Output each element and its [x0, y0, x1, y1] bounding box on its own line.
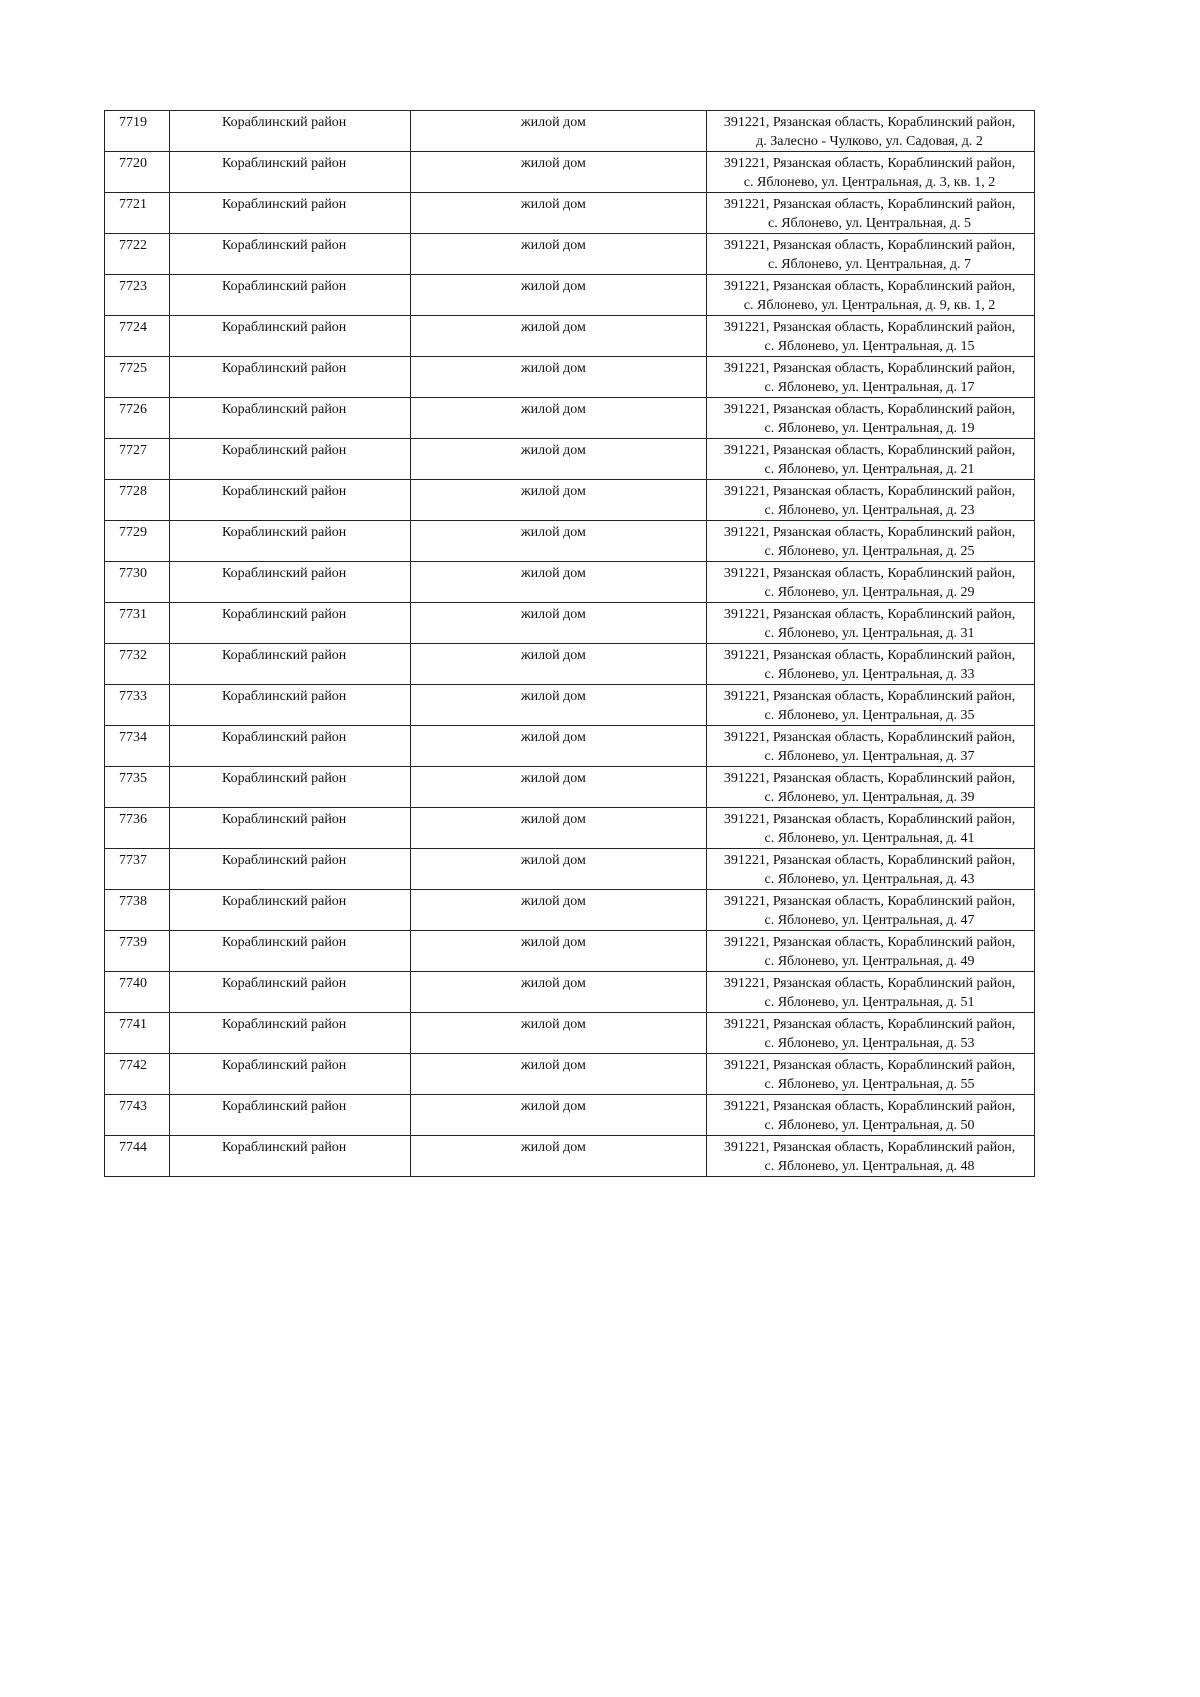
table-row [105, 234, 1035, 275]
row-number: 7739 [105, 931, 170, 972]
address-cell [707, 316, 1035, 357]
object-type-cell: жилой дом [411, 1136, 707, 1177]
address-line-region: 391221, Рязанская область, Кораблинский район, [723, 894, 1016, 909]
district-cell: Кораблинский район [170, 849, 411, 890]
district-cell: Кораблинский район [170, 1054, 411, 1095]
district-cell: Кораблинский район [170, 521, 411, 562]
table-row [105, 890, 1035, 931]
address-cell [707, 890, 1035, 931]
district-cell: Кораблинский район [170, 439, 411, 480]
address-cell [707, 357, 1035, 398]
row-number: 7725 [105, 357, 170, 398]
object-type-cell: жилой дом [411, 1095, 707, 1136]
object-type-cell: жилой дом [411, 849, 707, 890]
table-row [105, 1095, 1035, 1136]
address-line-street: с. Яблонево, ул. Центральная, д. 23 [764, 503, 975, 518]
address-cell [707, 398, 1035, 439]
table-row [105, 398, 1035, 439]
row-number: 7723 [105, 275, 170, 316]
address-cell [707, 152, 1035, 193]
table-row [105, 193, 1035, 234]
address-cell [707, 1054, 1035, 1095]
object-type-cell: жилой дом [411, 685, 707, 726]
row-number: 7736 [105, 808, 170, 849]
row-number: 7720 [105, 152, 170, 193]
address-cell [707, 111, 1035, 152]
object-type-cell: жилой дом [411, 767, 707, 808]
address-line-street: с. Яблонево, ул. Центральная, д. 31 [764, 626, 975, 641]
row-number: 7743 [105, 1095, 170, 1136]
object-type-cell: жилой дом [411, 603, 707, 644]
row-number: 7729 [105, 521, 170, 562]
address-line-street: с. Яблонево, ул. Центральная, д. 51 [764, 995, 975, 1010]
row-number: 7740 [105, 972, 170, 1013]
address-cell [707, 439, 1035, 480]
row-number: 7734 [105, 726, 170, 767]
district-cell: Кораблинский район [170, 111, 411, 152]
address-cell [707, 603, 1035, 644]
address-line-street: с. Яблонево, ул. Центральная, д. 17 [764, 380, 975, 395]
district-cell: Кораблинский район [170, 275, 411, 316]
table-row [105, 808, 1035, 849]
address-cell [707, 972, 1035, 1013]
address-line-region: 391221, Рязанская область, Кораблинский район, [723, 1058, 1016, 1073]
address-line-street: с. Яблонево, ул. Центральная, д. 29 [764, 585, 975, 600]
table-row [105, 275, 1035, 316]
address-line-street: с. Яблонево, ул. Центральная, д. 25 [764, 544, 975, 559]
address-line-region: 391221, Рязанская область, Кораблинский район, [723, 730, 1016, 745]
district-cell: Кораблинский район [170, 931, 411, 972]
address-line-region: 391221, Рязанская область, Кораблинский район, [723, 607, 1016, 622]
district-cell: Кораблинский район [170, 357, 411, 398]
address-line-street: с. Яблонево, ул. Центральная, д. 49 [764, 954, 975, 969]
address-line-street: с. Яблонево, ул. Центральная, д. 35 [764, 708, 975, 723]
address-line-region: 391221, Рязанская область, Кораблинский район, [723, 812, 1016, 827]
row-number: 7742 [105, 1054, 170, 1095]
table-row [105, 439, 1035, 480]
object-type-cell: жилой дом [411, 439, 707, 480]
address-line-region: 391221, Рязанская область, Кораблинский район, [723, 238, 1016, 253]
address-line-region: 391221, Рязанская область, Кораблинский район, [723, 976, 1016, 991]
table-row [105, 521, 1035, 562]
object-type-cell: жилой дом [411, 562, 707, 603]
address-line-region: 391221, Рязанская область, Кораблинский район, [723, 197, 1016, 212]
object-type-cell: жилой дом [411, 398, 707, 439]
address-line-region: 391221, Рязанская область, Кораблинский район, [723, 156, 1016, 171]
address-line-region: 391221, Рязанская область, Кораблинский район, [723, 853, 1016, 868]
registry-table-body [105, 111, 1035, 1177]
object-type-cell: жилой дом [411, 152, 707, 193]
table-row [105, 644, 1035, 685]
address-line-street: с. Яблонево, ул. Центральная, д. 21 [764, 462, 975, 477]
address-line-region: 391221, Рязанская область, Кораблинский район, [723, 525, 1016, 540]
address-line-region: 391221, Рязанская область, Кораблинский район, [723, 935, 1016, 950]
district-cell: Кораблинский район [170, 398, 411, 439]
table-row [105, 480, 1035, 521]
object-type-cell: жилой дом [411, 890, 707, 931]
row-number: 7738 [105, 890, 170, 931]
address-line-region: 391221, Рязанская область, Кораблинский район, [723, 1099, 1016, 1114]
table-row [105, 767, 1035, 808]
object-type-cell: жилой дом [411, 644, 707, 685]
district-cell: Кораблинский район [170, 1095, 411, 1136]
address-line-street: с. Яблонево, ул. Центральная, д. 47 [764, 913, 975, 928]
address-cell [707, 1013, 1035, 1054]
address-line-street: с. Яблонево, ул. Центральная, д. 7 [768, 257, 971, 272]
object-type-cell: жилой дом [411, 316, 707, 357]
object-type-cell: жилой дом [411, 234, 707, 275]
row-number: 7744 [105, 1136, 170, 1177]
district-cell: Кораблинский район [170, 644, 411, 685]
address-cell [707, 1095, 1035, 1136]
address-cell [707, 480, 1035, 521]
address-line-region: 391221, Рязанская область, Кораблинский район, [723, 361, 1016, 376]
address-line-street: с. Яблонево, ул. Центральная, д. 53 [764, 1036, 975, 1051]
object-type-cell: жилой дом [411, 808, 707, 849]
address-cell [707, 726, 1035, 767]
table-row [105, 603, 1035, 644]
address-cell [707, 234, 1035, 275]
address-line-region: 391221, Рязанская область, Кораблинский район, [723, 1140, 1016, 1155]
row-number: 7724 [105, 316, 170, 357]
address-line-region: 391221, Рязанская область, Кораблинский район, [723, 279, 1016, 294]
district-cell: Кораблинский район [170, 1136, 411, 1177]
address-line-street: с. Яблонево, ул. Центральная, д. 19 [764, 421, 975, 436]
address-line-street: с. Яблонево, ул. Центральная, д. 41 [764, 831, 975, 846]
row-number: 7733 [105, 685, 170, 726]
row-number: 7722 [105, 234, 170, 275]
object-type-cell: жилой дом [411, 1013, 707, 1054]
address-cell [707, 521, 1035, 562]
row-number: 7727 [105, 439, 170, 480]
address-line-region: 391221, Рязанская область, Кораблинский район, [723, 689, 1016, 704]
address-line-region: 391221, Рязанская область, Кораблинский район, [723, 484, 1016, 499]
address-line-region: 391221, Рязанская область, Кораблинский район, [723, 115, 1016, 130]
address-line-street: с. Яблонево, ул. Центральная, д. 37 [764, 749, 975, 764]
row-number: 7731 [105, 603, 170, 644]
row-number: 7741 [105, 1013, 170, 1054]
address-line-street: с. Яблонево, ул. Центральная, д. 5 [768, 216, 971, 231]
table-row [105, 849, 1035, 890]
table-row [105, 972, 1035, 1013]
address-cell [707, 685, 1035, 726]
district-cell: Кораблинский район [170, 767, 411, 808]
table-row [105, 111, 1035, 152]
district-cell: Кораблинский район [170, 1013, 411, 1054]
address-cell [707, 193, 1035, 234]
address-line-region: 391221, Рязанская область, Кораблинский район, [723, 648, 1016, 663]
table-row [105, 1136, 1035, 1177]
row-number: 7732 [105, 644, 170, 685]
object-type-cell: жилой дом [411, 521, 707, 562]
object-type-cell: жилой дом [411, 111, 707, 152]
table-row [105, 357, 1035, 398]
address-cell [707, 562, 1035, 603]
address-line-street: с. Яблонево, ул. Центральная, д. 33 [764, 667, 975, 682]
address-line-street: с. Яблонево, ул. Центральная, д. 43 [764, 872, 975, 887]
row-number: 7737 [105, 849, 170, 890]
table-row [105, 726, 1035, 767]
address-cell [707, 1136, 1035, 1177]
registry-table [104, 110, 1035, 1177]
table-row [105, 562, 1035, 603]
district-cell: Кораблинский район [170, 808, 411, 849]
table-row [105, 931, 1035, 972]
object-type-cell: жилой дом [411, 972, 707, 1013]
table-row [105, 152, 1035, 193]
address-line-region: 391221, Рязанская область, Кораблинский район, [723, 320, 1016, 335]
address-cell [707, 767, 1035, 808]
address-cell [707, 931, 1035, 972]
table-row [105, 1013, 1035, 1054]
table-row [105, 685, 1035, 726]
address-line-region: 391221, Рязанская область, Кораблинский район, [723, 443, 1016, 458]
address-line-region: 391221, Рязанская область, Кораблинский район, [723, 771, 1016, 786]
address-line-street: д. Залесно - Чулково, ул. Садовая, д. 2 [756, 134, 983, 149]
object-type-cell: жилой дом [411, 1054, 707, 1095]
row-number: 7721 [105, 193, 170, 234]
district-cell: Кораблинский район [170, 193, 411, 234]
district-cell: Кораблинский район [170, 685, 411, 726]
district-cell: Кораблинский район [170, 603, 411, 644]
object-type-cell: жилой дом [411, 931, 707, 972]
object-type-cell: жилой дом [411, 726, 707, 767]
address-cell [707, 849, 1035, 890]
address-line-region: 391221, Рязанская область, Кораблинский район, [723, 566, 1016, 581]
address-line-street: с. Яблонево, ул. Центральная, д. 55 [764, 1077, 975, 1092]
table-row [105, 316, 1035, 357]
district-cell: Кораблинский район [170, 562, 411, 603]
row-number: 7719 [105, 111, 170, 152]
district-cell: Кораблинский район [170, 726, 411, 767]
table-row [105, 1054, 1035, 1095]
row-number: 7728 [105, 480, 170, 521]
object-type-cell: жилой дом [411, 193, 707, 234]
district-cell: Кораблинский район [170, 234, 411, 275]
row-number: 7726 [105, 398, 170, 439]
row-number: 7730 [105, 562, 170, 603]
address-line-street: с. Яблонево, ул. Центральная, д. 9, кв. 1, 2 [743, 298, 996, 313]
address-line-street: с. Яблонево, ул. Центральная, д. 50 [764, 1118, 975, 1133]
address-line-street: с. Яблонево, ул. Центральная, д. 15 [764, 339, 975, 354]
address-line-street: с. Яблонево, ул. Центральная, д. 39 [764, 790, 975, 805]
district-cell: Кораблинский район [170, 316, 411, 357]
address-cell [707, 808, 1035, 849]
district-cell: Кораблинский район [170, 152, 411, 193]
address-line-region: 391221, Рязанская область, Кораблинский район, [723, 402, 1016, 417]
object-type-cell: жилой дом [411, 275, 707, 316]
row-number: 7735 [105, 767, 170, 808]
object-type-cell: жилой дом [411, 480, 707, 521]
address-line-street: с. Яблонево, ул. Центральная, д. 3, кв. 1, 2 [743, 175, 996, 190]
district-cell: Кораблинский район [170, 890, 411, 931]
district-cell: Кораблинский район [170, 972, 411, 1013]
address-line-street: с. Яблонево, ул. Центральная, д. 48 [764, 1159, 975, 1174]
district-cell: Кораблинский район [170, 480, 411, 521]
address-cell [707, 275, 1035, 316]
address-cell [707, 644, 1035, 685]
object-type-cell: жилой дом [411, 357, 707, 398]
address-line-region: 391221, Рязанская область, Кораблинский район, [723, 1017, 1016, 1032]
